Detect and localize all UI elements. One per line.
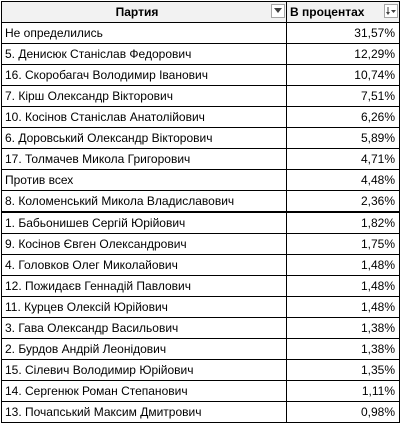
cell-party-name[interactable]: 2. Бурдов Андрій Леонідович [2, 339, 287, 360]
cell-percent-value[interactable]: 4,71% [287, 149, 400, 170]
table-body [2, 23, 400, 423]
table-row [2, 191, 400, 213]
table-row [2, 128, 400, 149]
cell-percent-value[interactable]: 31,57% [287, 23, 400, 44]
table-row [2, 86, 400, 107]
table-row [2, 65, 400, 86]
cell-party-name[interactable]: 16. Скоробагач Володимир Іванович [2, 65, 287, 86]
table-row [2, 23, 400, 44]
cell-party-name[interactable]: 10. Косінов Станіслав Анатолійович [2, 107, 287, 128]
cell-party-name[interactable]: 13. Почапський Максим Дмитрович [2, 402, 287, 423]
table-row [2, 318, 400, 339]
cell-party-name[interactable]: 6. Доровський Олександр Вікторович [2, 128, 287, 149]
cell-percent-value[interactable]: 12,29% [287, 44, 400, 65]
cell-percent-value[interactable]: 1,35% [287, 360, 400, 381]
cell-percent-value[interactable]: 0,98% [287, 402, 400, 423]
table-row [2, 276, 400, 297]
cell-percent-value[interactable]: 6,26% [287, 107, 400, 128]
chevron-down-icon[interactable] [271, 4, 285, 18]
table-row [2, 234, 400, 255]
column-header-party[interactable] [2, 2, 287, 23]
cell-percent-value[interactable]: 1,75% [287, 234, 400, 255]
column-header-percent[interactable] [287, 2, 400, 23]
cell-percent-value[interactable]: 2,36% [287, 191, 400, 213]
cell-percent-value[interactable]: 1,82% [287, 212, 400, 234]
cell-party-name[interactable]: Не определились [2, 23, 287, 44]
table-row [2, 170, 400, 191]
cell-percent-value[interactable]: 1,48% [287, 255, 400, 276]
cell-percent-value[interactable]: 1,11% [287, 381, 400, 402]
cell-percent-value[interactable]: 1,48% [287, 276, 400, 297]
cell-party-name[interactable]: 12. Пожидаєв Геннадій Павлович [2, 276, 287, 297]
cell-party-name[interactable]: 17. Толмачев Микола Григорович [2, 149, 287, 170]
table-row [2, 339, 400, 360]
column-header-percent-label: В процентах [290, 4, 365, 19]
cell-percent-value[interactable]: 1,38% [287, 339, 400, 360]
cell-party-name[interactable]: 3. Гава Олександр Васильович [2, 318, 287, 339]
sort-descending-icon[interactable] [384, 4, 398, 18]
spreadsheet-table-area [1, 1, 401, 423]
cell-party-name[interactable]: 4. Головков Олег Миколайович [2, 255, 287, 276]
table-row [2, 381, 400, 402]
cell-party-name[interactable]: Против всех [2, 170, 287, 191]
cell-percent-value[interactable]: 7,51% [287, 86, 400, 107]
cell-party-name[interactable]: 9. Косінов Євген Олександрович [2, 234, 287, 255]
table-row [2, 212, 400, 234]
cell-party-name[interactable]: 7. Кірш Олександр Вікторович [2, 86, 287, 107]
header-row [2, 2, 400, 23]
table-row [2, 255, 400, 276]
cell-party-name[interactable]: 15. Сілевич Володимир Юрійович [2, 360, 287, 381]
cell-percent-value[interactable]: 1,48% [287, 297, 400, 318]
cell-party-name[interactable]: 5. Денисюк Станіслав Федорович [2, 44, 287, 65]
column-header-party-label: Партия [115, 4, 159, 19]
table-row [2, 44, 400, 65]
cell-party-name[interactable]: 14. Сергенюк Роман Степанович [2, 381, 287, 402]
cell-percent-value[interactable]: 5,89% [287, 128, 400, 149]
table-row [2, 149, 400, 170]
table-row [2, 107, 400, 128]
cell-percent-value[interactable]: 10,74% [287, 65, 400, 86]
table-row [2, 360, 400, 381]
cell-party-name[interactable]: 11. Курцев Олексій Юрійович [2, 297, 287, 318]
cell-percent-value[interactable]: 4,48% [287, 170, 400, 191]
table-row [2, 297, 400, 318]
cell-party-name[interactable]: 1. Бабьонишев Сергій Юрійович [2, 212, 287, 234]
cell-party-name[interactable]: 8. Коломенський Микола Владиславович [2, 191, 287, 213]
results-table [1, 1, 400, 423]
cell-percent-value[interactable]: 1,38% [287, 318, 400, 339]
